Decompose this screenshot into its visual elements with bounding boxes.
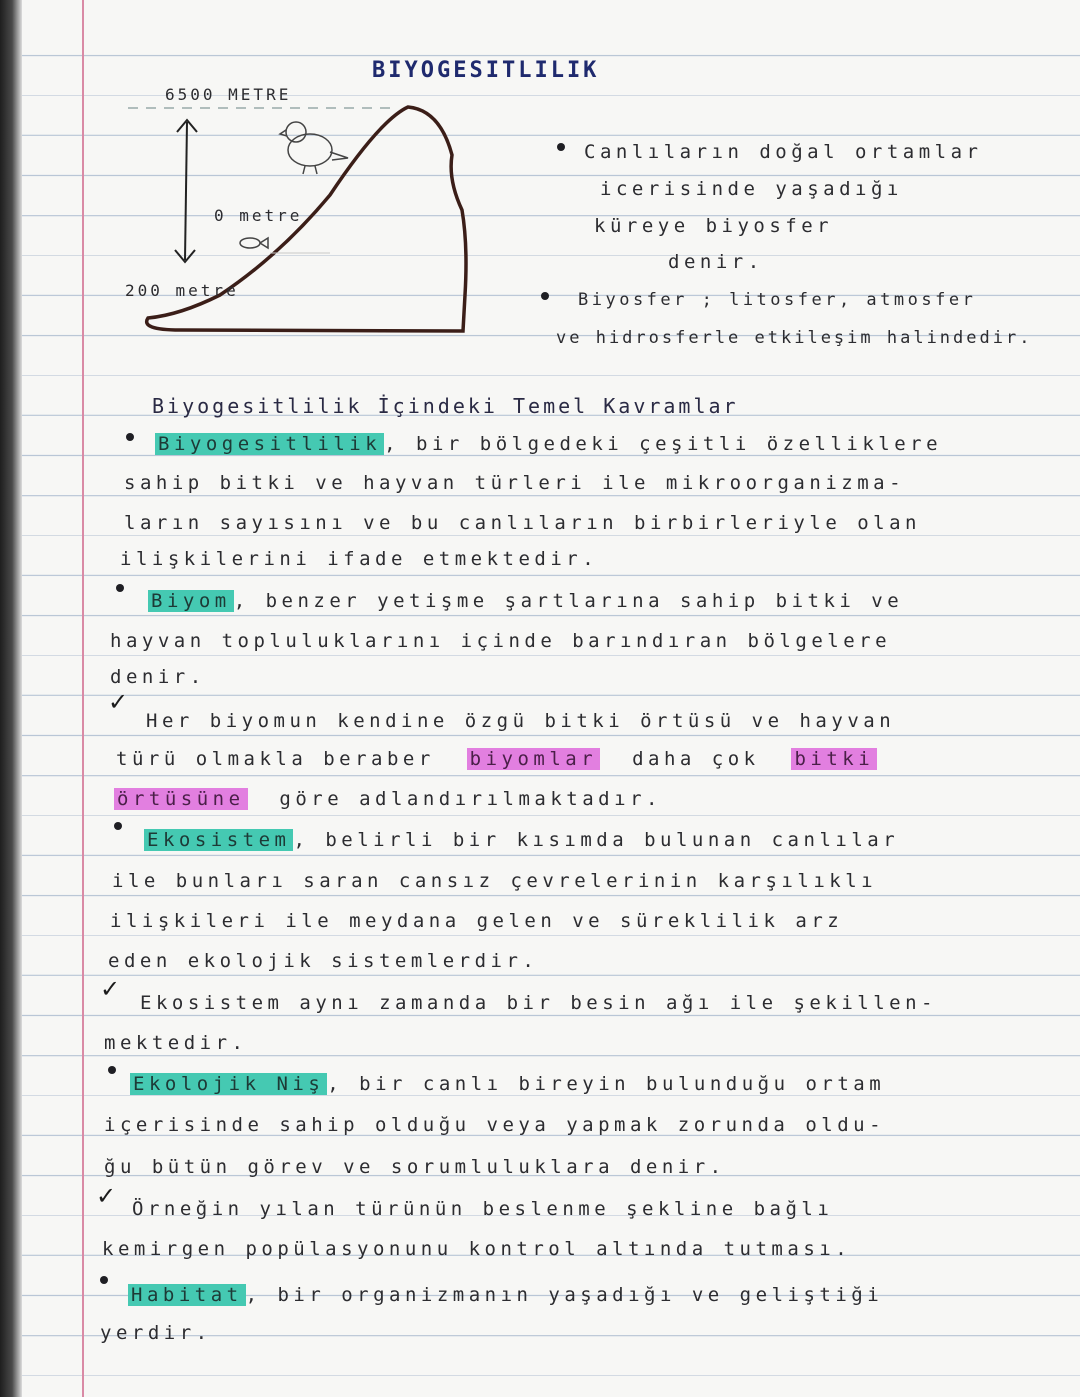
bullet-dot: [126, 433, 134, 441]
altitude-label-top: 6500 METRE: [165, 85, 292, 104]
note-text: daha çok: [632, 748, 760, 770]
definition-text: , bir organizmanın yaşadığı ve geliştiği: [245, 1284, 884, 1306]
bullet-dot: [108, 1066, 116, 1074]
bullet-dot: [100, 1276, 108, 1284]
aside-line: icerisinde yaşadığı: [600, 178, 903, 200]
definition-line: ların sayısını ve bu canlıların birbirleriyle olan: [124, 512, 921, 534]
depth-label: 200 metre: [125, 281, 239, 300]
definition-line: [128, 1286, 883, 1305]
bullet-dot: [116, 584, 124, 592]
definition-line: içerisinde sahip olduğu veya yapmak zorunda oldu-: [104, 1114, 886, 1136]
definition-text: , benzer yetişme şartlarına sahip bitki ve: [233, 590, 904, 612]
aside-line: Biyosfer ; litosfer, atmosfer: [578, 290, 977, 310]
notebook-binding: [0, 0, 22, 1397]
page-title: BIYOGESITLILIK: [372, 58, 600, 83]
definition-line: [148, 592, 903, 611]
term-highlight: Biyom: [148, 590, 234, 612]
margin-line: [82, 0, 84, 1397]
fish-icon: [240, 238, 268, 248]
bullet-dot: [557, 143, 565, 151]
pink-highlight: örtüsüne: [114, 788, 248, 810]
bullet-dot: [114, 822, 122, 830]
note-line: Örneğin yılan türünün beslenme şekline bağlı: [132, 1198, 834, 1220]
note-line: Ekosistem aynı zamanda bir besin ağı ile şekillen-: [140, 992, 937, 1014]
definition-line: sahip bitki ve hayvan türleri ile mikroorganizma-: [124, 472, 906, 494]
definition-line: [144, 831, 899, 850]
definition-line: yerdir.: [100, 1322, 212, 1344]
checkmark-icon: ✓: [108, 688, 129, 716]
term-highlight: Ekosistem: [144, 829, 293, 851]
term-highlight: Biyogesitlilik: [155, 433, 384, 455]
definition-line: [130, 1075, 885, 1094]
definition-line: ile bunları saran cansız çevrelerinin karşılıklı: [112, 870, 878, 892]
note-text: göre adlandırılmaktadır.: [279, 788, 662, 810]
bird-icon: [280, 122, 348, 174]
section-heading: Biyogesitlilik İçindeki Temel Kavramlar: [152, 394, 739, 418]
definition-line: [155, 435, 942, 454]
note-line: Her biyomun kendine özgü bitki örtüsü ve hayvan: [146, 710, 896, 732]
note-text: türü olmakla beraber: [116, 748, 435, 770]
aside-line: Canlıların doğal ortamlar: [584, 141, 983, 163]
checkmark-icon: ✓: [100, 975, 121, 1003]
note-line: mektedir.: [104, 1032, 248, 1054]
pink-highlight: biyomlar: [467, 748, 601, 770]
definition-line: denir.: [110, 666, 206, 688]
term-highlight: Habitat: [128, 1284, 246, 1306]
note-line: kemirgen popülasyonunu kontrol altında tutması.: [102, 1238, 852, 1260]
term-highlight: Ekolojik Niş: [130, 1073, 327, 1095]
pink-highlight: bitki: [791, 748, 877, 770]
definition-text: , belirli bir kısımda bulunan canlılar: [293, 829, 900, 851]
note-line: [116, 750, 877, 769]
aside-line: denir.: [668, 251, 764, 273]
aside-line: küreye biyosfer: [594, 215, 834, 237]
double-arrow-icon: [175, 120, 197, 262]
definition-line: ğu bütün görev ve sorumluluklara denir.: [104, 1156, 726, 1178]
definition-text: , bir bölgedeki çeşitli özelliklere: [384, 433, 943, 455]
definition-line: hayvan topluluklarını içinde barındıran bölgelere: [110, 630, 892, 652]
sea-level-label: 0 metre: [214, 206, 303, 225]
definition-line: eden ekolojik sistemlerdir.: [108, 950, 539, 972]
definition-line: ilişkileri ile meydana gelen ve süreklilik arz: [110, 910, 844, 932]
note-line: [114, 790, 662, 809]
bullet-dot: [541, 292, 549, 300]
checkmark-icon: ✓: [96, 1182, 117, 1210]
aside-line: ve hidrosferle etkileşim halindedir.: [556, 328, 1033, 348]
definition-text: , bir canlı bireyin bulunduğu ortam: [327, 1073, 886, 1095]
definition-line: ilişkilerini ifade etmektedir.: [120, 548, 599, 570]
